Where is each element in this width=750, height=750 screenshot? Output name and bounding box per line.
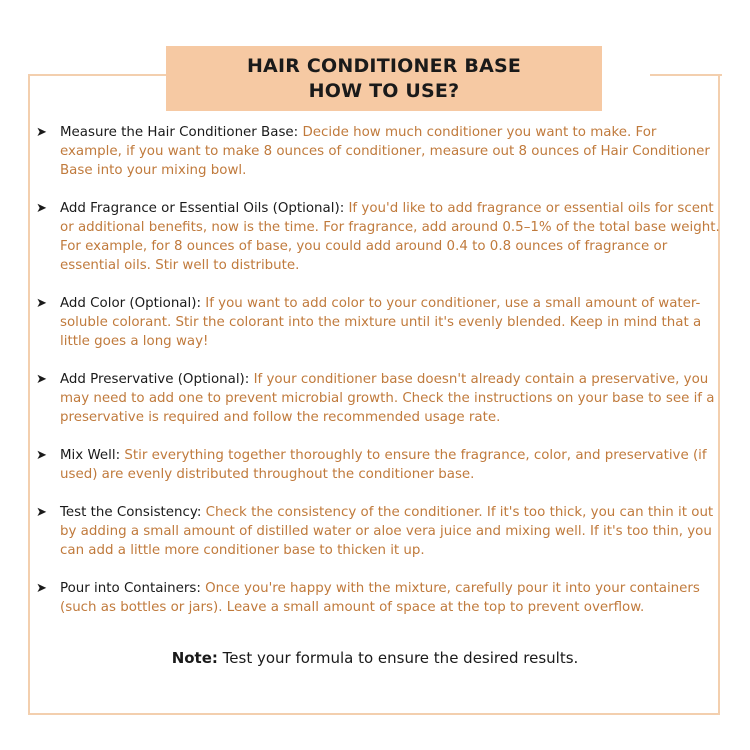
step-fragrance [36,199,720,275]
step-label: Mix Well: [60,448,121,463]
step-text: If you want to add color to your conditioner, use a small amount of water-soluble colorant. Stir the colorant into the mixture until it's evenly blended. Keep in mind that a little goes a long way! [60,296,702,349]
step-text: Stir everything together thoroughly to ensure the fragrance, color, and preservative (if used) are evenly distributed throughout the conditioner base. [60,448,707,482]
frame-top-right-line [650,74,722,76]
step-mix [36,446,720,484]
step-text: Decide how much conditioner you want to make. For example, if you want to make 8 ounces of conditioner, measure out 8 ounces of Hair Conditioner Base into your mixing bowl. [60,125,710,178]
step-label: Add Preservative (Optional): [60,372,250,387]
arrowhead-bullet-icon: ➤ [36,201,47,216]
step-label: Add Fragrance or Essential Oils (Optional): [60,201,345,216]
frame-bottom-line [28,713,720,715]
step-color [36,294,720,351]
step-text: If you'd like to add fragrance or essential oils for scent or additional benefits, now is the time. For fragrance, add around 0.5–1% of the total base weight. For example, for 8 ounces of base, you could add around 0.4 to 0.8 ounces of fragrance or essential oils. Stir well to distribute. [60,201,720,273]
steps-list [36,123,720,636]
step-text: Once you're happy with the mixture, carefully pour it into your containers (such as bottles or jars). Leave a small amount of space at the top to prevent overflow. [60,581,700,615]
arrowhead-bullet-icon: ➤ [36,125,47,140]
page-title: HAIR CONDITIONER BASE [246,55,522,77]
step-text: If your conditioner base doesn't already contain a preservative, you may need to add one to prevent microbial growth. Check the instructions on your base to see if a preservative is required and follow the recommended usage rate. [60,372,715,425]
step-preservative [36,370,720,427]
arrowhead-bullet-icon: ➤ [36,581,47,596]
page-subtitle: HOW TO USE? [308,80,460,102]
arrowhead-bullet-icon: ➤ [36,372,47,387]
arrowhead-bullet-icon: ➤ [36,296,47,311]
frame-left-line [28,74,30,714]
step-measure [36,123,720,180]
note-text: Test your formula to ensure the desired results. [222,649,579,667]
step-label: Pour into Containers: [60,581,201,596]
step-label: Add Color (Optional): [60,296,201,311]
step-text: Check the consistency of the conditioner. If it's too thick, you can thin it out by adding a small amount of distilled water or aloe vera juice and mixing well. If it's too thin, you can add a little more conditioner base to thicken it up. [60,505,714,558]
title-banner [166,46,602,111]
arrowhead-bullet-icon: ➤ [36,448,47,463]
note-label: Note: [171,649,218,667]
step-consistency [36,503,720,560]
step-label: Test the Consistency: [60,505,202,520]
step-label: Measure the Hair Conditioner Base: [60,125,299,140]
note [0,648,750,668]
step-containers [36,579,720,617]
frame-top-left-line [28,74,168,76]
arrowhead-bullet-icon: ➤ [36,505,47,520]
